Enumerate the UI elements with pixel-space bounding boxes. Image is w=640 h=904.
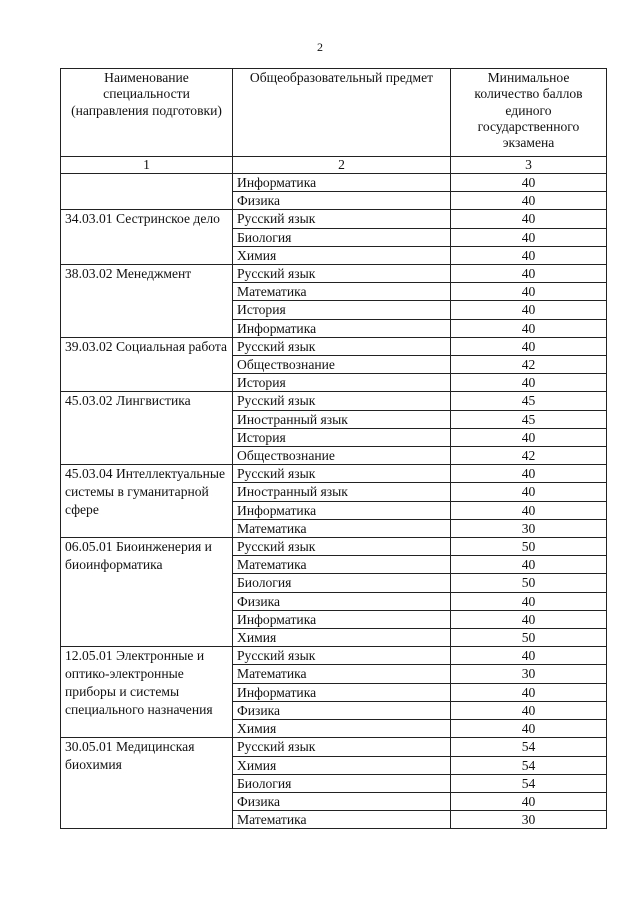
min-score: 40 — [451, 465, 607, 483]
specialty-name: 12.05.01 Электронные и оптико-электронные приборы и системы специального назначения — [61, 647, 233, 738]
min-score: 40 — [451, 246, 607, 264]
specialty-name: 45.03.04 Интеллектуальные системы в гуманитарной сфере — [61, 465, 233, 538]
min-score: 40 — [451, 428, 607, 446]
min-score: 40 — [451, 647, 607, 665]
subject-name: История — [233, 301, 451, 319]
subject-name: Биология — [233, 574, 451, 592]
column-number: 1 — [61, 157, 233, 174]
subject-name: Русский язык — [233, 738, 451, 756]
subject-name: Математика — [233, 283, 451, 301]
min-score: 40 — [451, 592, 607, 610]
min-score: 54 — [451, 738, 607, 756]
min-score: 40 — [451, 337, 607, 355]
min-score: 40 — [451, 610, 607, 628]
subject-name: Русский язык — [233, 210, 451, 228]
header-subject: Общеобразовательный предмет — [233, 69, 451, 157]
min-score: 40 — [451, 501, 607, 519]
min-score: 40 — [451, 556, 607, 574]
min-score: 50 — [451, 574, 607, 592]
min-score: 40 — [451, 374, 607, 392]
min-score: 42 — [451, 447, 607, 465]
subject-name: Математика — [233, 811, 451, 829]
min-score: 40 — [451, 720, 607, 738]
subject-name: Информатика — [233, 174, 451, 192]
subject-name: История — [233, 428, 451, 446]
subject-name: Информатика — [233, 319, 451, 337]
column-number: 2 — [233, 157, 451, 174]
min-score: 42 — [451, 356, 607, 374]
subject-name: Физика — [233, 701, 451, 719]
min-score: 40 — [451, 792, 607, 810]
subject-name: Математика — [233, 556, 451, 574]
min-score: 40 — [451, 283, 607, 301]
header-specialty: Наименование специальности (направления подготовки) — [61, 69, 233, 157]
column-number: 3 — [451, 157, 607, 174]
table-row — [61, 647, 607, 665]
min-score: 40 — [451, 701, 607, 719]
subject-name: Информатика — [233, 683, 451, 701]
subject-name: Физика — [233, 592, 451, 610]
specialty-name: 30.05.01 Медицинская биохимия — [61, 738, 233, 829]
header-min-score: Минимальное количество баллов единого государственного экзамена — [451, 69, 607, 157]
min-score: 40 — [451, 301, 607, 319]
specialty-name: 45.03.02 Лингвистика — [61, 392, 233, 465]
min-score: 40 — [451, 174, 607, 192]
subject-name: Информатика — [233, 501, 451, 519]
header-row — [61, 69, 607, 157]
min-score: 40 — [451, 683, 607, 701]
subject-name: Обществознание — [233, 356, 451, 374]
subject-name: История — [233, 374, 451, 392]
subject-name: Русский язык — [233, 465, 451, 483]
requirements-table — [60, 68, 607, 829]
table-row — [61, 337, 607, 355]
subject-name: Иностранный язык — [233, 410, 451, 428]
subject-name: Математика — [233, 665, 451, 683]
subject-name: Иностранный язык — [233, 483, 451, 501]
table-row — [61, 465, 607, 483]
subject-name: Математика — [233, 519, 451, 537]
min-score: 45 — [451, 410, 607, 428]
subject-name: Химия — [233, 756, 451, 774]
specialty-name: 39.03.02 Социальная работа — [61, 337, 233, 392]
subject-name: Русский язык — [233, 538, 451, 556]
subject-name: Химия — [233, 246, 451, 264]
subject-name: Физика — [233, 192, 451, 210]
subject-name: Биология — [233, 774, 451, 792]
min-score: 40 — [451, 228, 607, 246]
table-row — [61, 738, 607, 756]
subject-name: Физика — [233, 792, 451, 810]
specialty-name: 06.05.01 Биоинженерия и биоинформатика — [61, 538, 233, 647]
table-row — [61, 174, 607, 192]
page-number: 2 — [317, 40, 323, 54]
min-score: 45 — [451, 392, 607, 410]
subject-name: Информатика — [233, 610, 451, 628]
table-row — [61, 265, 607, 283]
min-score: 40 — [451, 319, 607, 337]
subject-name: Химия — [233, 629, 451, 647]
specialty-name: 38.03.02 Менеджмент — [61, 265, 233, 338]
subject-name: Русский язык — [233, 337, 451, 355]
min-score: 30 — [451, 665, 607, 683]
specialty-name: 34.03.01 Сестринское дело — [61, 210, 233, 265]
column-number-row — [61, 157, 607, 174]
subject-name: Русский язык — [233, 647, 451, 665]
min-score: 40 — [451, 192, 607, 210]
min-score: 54 — [451, 756, 607, 774]
subject-name: Биология — [233, 228, 451, 246]
table-row — [61, 538, 607, 556]
min-score: 40 — [451, 210, 607, 228]
min-score: 50 — [451, 629, 607, 647]
min-score: 30 — [451, 811, 607, 829]
min-score: 30 — [451, 519, 607, 537]
min-score: 40 — [451, 265, 607, 283]
min-score: 40 — [451, 483, 607, 501]
specialty-name — [61, 174, 233, 210]
table-row — [61, 210, 607, 228]
subject-name: Химия — [233, 720, 451, 738]
subject-name: Обществознание — [233, 447, 451, 465]
min-score: 50 — [451, 538, 607, 556]
subject-name: Русский язык — [233, 392, 451, 410]
min-score: 54 — [451, 774, 607, 792]
table-body — [61, 174, 607, 829]
table-row — [61, 392, 607, 410]
subject-name: Русский язык — [233, 265, 451, 283]
